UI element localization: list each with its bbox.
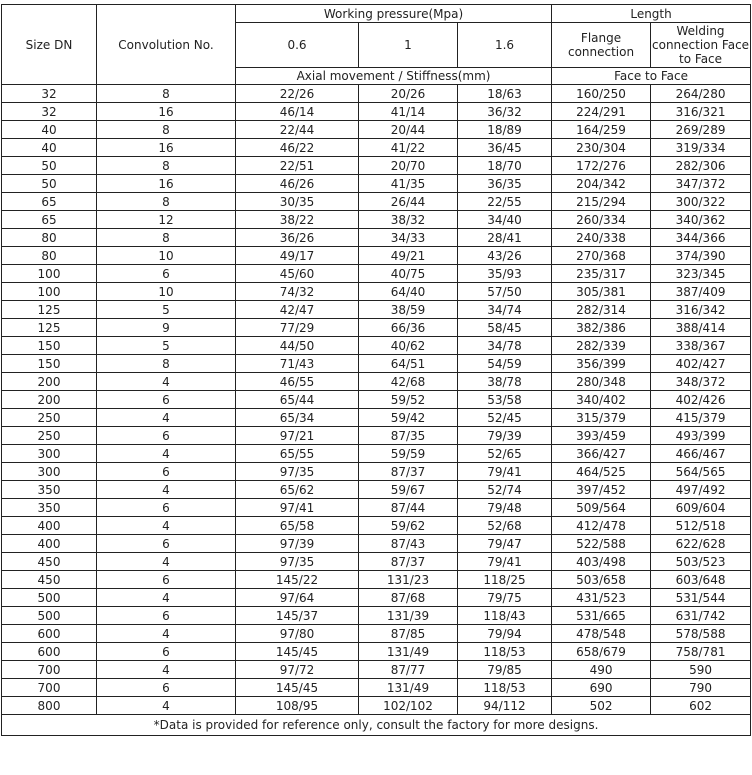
cell-convolution-no: 4: [97, 697, 236, 715]
cell-pressure-1-6: 38/78: [458, 373, 552, 391]
cell-pressure-0-6: 71/43: [236, 355, 359, 373]
cell-pressure-1: 41/22: [359, 139, 458, 157]
cell-welding-length: 347/372: [651, 175, 751, 193]
cell-size-dn: 600: [2, 625, 97, 643]
cell-pressure-0-6: 46/22: [236, 139, 359, 157]
cell-welding-length: 282/306: [651, 157, 751, 175]
cell-pressure-1-6: 52/65: [458, 445, 552, 463]
cell-convolution-no: 4: [97, 445, 236, 463]
cell-convolution-no: 5: [97, 337, 236, 355]
cell-convolution-no: 8: [97, 121, 236, 139]
cell-flange-length: 490: [552, 661, 651, 679]
cell-size-dn: 800: [2, 697, 97, 715]
cell-pressure-1: 131/23: [359, 571, 458, 589]
cell-welding-length: 622/628: [651, 535, 751, 553]
cell-pressure-1: 59/42: [359, 409, 458, 427]
cell-welding-length: 590: [651, 661, 751, 679]
table-row: [2, 679, 751, 697]
cell-pressure-0-6: 65/62: [236, 481, 359, 499]
table-row: [2, 247, 751, 265]
cell-welding-length: 631/742: [651, 607, 751, 625]
cell-pressure-1: 87/85: [359, 625, 458, 643]
cell-welding-length: 512/518: [651, 517, 751, 535]
cell-welding-length: 531/544: [651, 589, 751, 607]
cell-size-dn: 300: [2, 463, 97, 481]
cell-welding-length: 578/588: [651, 625, 751, 643]
cell-pressure-1-6: 118/43: [458, 607, 552, 625]
cell-size-dn: 100: [2, 283, 97, 301]
cell-size-dn: 250: [2, 427, 97, 445]
cell-pressure-0-6: 97/39: [236, 535, 359, 553]
table-row: [2, 391, 751, 409]
cell-welding-length: 388/414: [651, 319, 751, 337]
cell-size-dn: 350: [2, 481, 97, 499]
cell-pressure-1-6: 52/74: [458, 481, 552, 499]
cell-pressure-1: 131/49: [359, 643, 458, 661]
cell-pressure-0-6: 36/26: [236, 229, 359, 247]
header-flange-connection: Flange connection: [552, 23, 651, 68]
table-row: [2, 643, 751, 661]
table-row: [2, 319, 751, 337]
cell-flange-length: 403/498: [552, 553, 651, 571]
cell-pressure-0-6: 22/26: [236, 85, 359, 103]
cell-convolution-no: 6: [97, 499, 236, 517]
cell-size-dn: 100: [2, 265, 97, 283]
cell-welding-length: 300/322: [651, 193, 751, 211]
cell-convolution-no: 4: [97, 517, 236, 535]
cell-pressure-1-6: 118/53: [458, 679, 552, 697]
cell-flange-length: 464/525: [552, 463, 651, 481]
cell-pressure-0-6: 49/17: [236, 247, 359, 265]
table-row: [2, 517, 751, 535]
header-length: Length: [552, 5, 751, 23]
cell-flange-length: 224/291: [552, 103, 651, 121]
cell-pressure-0-6: 145/45: [236, 679, 359, 697]
cell-pressure-1-6: 22/55: [458, 193, 552, 211]
cell-size-dn: 32: [2, 103, 97, 121]
cell-flange-length: 690: [552, 679, 651, 697]
cell-size-dn: 600: [2, 643, 97, 661]
cell-welding-length: 602: [651, 697, 751, 715]
cell-pressure-1: 59/62: [359, 517, 458, 535]
cell-pressure-1-6: 18/70: [458, 157, 552, 175]
table-row: [2, 175, 751, 193]
table-row: [2, 337, 751, 355]
cell-pressure-1: 64/51: [359, 355, 458, 373]
header-size-dn: Size DN: [2, 5, 97, 85]
cell-flange-length: 531/665: [552, 607, 651, 625]
cell-convolution-no: 4: [97, 373, 236, 391]
cell-flange-length: 204/342: [552, 175, 651, 193]
cell-pressure-1-6: 43/26: [458, 247, 552, 265]
cell-size-dn: 400: [2, 535, 97, 553]
cell-size-dn: 40: [2, 121, 97, 139]
cell-pressure-1: 49/21: [359, 247, 458, 265]
cell-convolution-no: 12: [97, 211, 236, 229]
table-row: [2, 499, 751, 517]
cell-pressure-1: 87/35: [359, 427, 458, 445]
cell-convolution-no: 10: [97, 283, 236, 301]
cell-pressure-1-6: 18/89: [458, 121, 552, 139]
cell-flange-length: 282/339: [552, 337, 651, 355]
cell-welding-length: 387/409: [651, 283, 751, 301]
cell-size-dn: 50: [2, 157, 97, 175]
cell-pressure-0-6: 38/22: [236, 211, 359, 229]
cell-pressure-1-6: 28/41: [458, 229, 552, 247]
cell-pressure-0-6: 97/35: [236, 463, 359, 481]
cell-size-dn: 450: [2, 553, 97, 571]
cell-pressure-1: 38/32: [359, 211, 458, 229]
table-row: [2, 373, 751, 391]
header-working-pressure: Working pressure(Mpa): [236, 5, 552, 23]
cell-welding-length: 319/334: [651, 139, 751, 157]
cell-welding-length: 316/342: [651, 301, 751, 319]
cell-convolution-no: 8: [97, 355, 236, 373]
cell-convolution-no: 6: [97, 607, 236, 625]
cell-pressure-1: 42/68: [359, 373, 458, 391]
cell-welding-length: 493/399: [651, 427, 751, 445]
cell-pressure-1-6: 52/68: [458, 517, 552, 535]
cell-pressure-1: 66/36: [359, 319, 458, 337]
cell-pressure-1-6: 79/47: [458, 535, 552, 553]
cell-pressure-1: 20/70: [359, 157, 458, 175]
cell-pressure-1-6: 118/25: [458, 571, 552, 589]
cell-pressure-0-6: 97/41: [236, 499, 359, 517]
cell-convolution-no: 16: [97, 103, 236, 121]
cell-welding-length: 415/379: [651, 409, 751, 427]
cell-pressure-1-6: 118/53: [458, 643, 552, 661]
cell-pressure-0-6: 74/32: [236, 283, 359, 301]
cell-pressure-1: 131/49: [359, 679, 458, 697]
cell-flange-length: 502: [552, 697, 651, 715]
cell-size-dn: 65: [2, 193, 97, 211]
cell-pressure-1: 41/14: [359, 103, 458, 121]
cell-flange-length: 356/399: [552, 355, 651, 373]
cell-pressure-1-6: 18/63: [458, 85, 552, 103]
cell-pressure-1-6: 53/58: [458, 391, 552, 409]
cell-pressure-1: 59/52: [359, 391, 458, 409]
cell-flange-length: 240/338: [552, 229, 651, 247]
table-row: [2, 211, 751, 229]
cell-pressure-0-6: 65/44: [236, 391, 359, 409]
cell-convolution-no: 8: [97, 229, 236, 247]
cell-welding-length: 338/367: [651, 337, 751, 355]
cell-convolution-no: 5: [97, 301, 236, 319]
cell-flange-length: 215/294: [552, 193, 651, 211]
cell-pressure-1-6: 36/32: [458, 103, 552, 121]
table-row: [2, 571, 751, 589]
header-face-to-face: Face to Face: [552, 68, 751, 85]
cell-pressure-1-6: 34/78: [458, 337, 552, 355]
cell-welding-length: 402/426: [651, 391, 751, 409]
cell-pressure-0-6: 77/29: [236, 319, 359, 337]
cell-flange-length: 260/334: [552, 211, 651, 229]
cell-pressure-1-6: 79/41: [458, 463, 552, 481]
table-row: [2, 157, 751, 175]
cell-welding-length: 609/604: [651, 499, 751, 517]
table-row: [2, 409, 751, 427]
cell-pressure-1-6: 79/75: [458, 589, 552, 607]
specification-table: [1, 4, 751, 736]
cell-pressure-0-6: 97/21: [236, 427, 359, 445]
table-row: [2, 229, 751, 247]
cell-size-dn: 150: [2, 355, 97, 373]
cell-convolution-no: 8: [97, 193, 236, 211]
cell-pressure-1: 87/37: [359, 463, 458, 481]
header-welding-connection: Welding connection Face to Face: [652, 24, 750, 66]
cell-welding-length: 269/289: [651, 121, 751, 139]
cell-welding-length: 323/345: [651, 265, 751, 283]
table-row: [2, 85, 751, 103]
cell-convolution-no: 4: [97, 661, 236, 679]
cell-convolution-no: 16: [97, 175, 236, 193]
cell-welding-length: 466/467: [651, 445, 751, 463]
cell-flange-length: 230/304: [552, 139, 651, 157]
header-pressure-1: 1: [359, 23, 458, 68]
cell-pressure-0-6: 65/55: [236, 445, 359, 463]
table-row: [2, 553, 751, 571]
cell-welding-length: 758/781: [651, 643, 751, 661]
cell-pressure-0-6: 145/37: [236, 607, 359, 625]
table-row: [2, 697, 751, 715]
cell-pressure-0-6: 44/50: [236, 337, 359, 355]
cell-convolution-no: 4: [97, 481, 236, 499]
cell-flange-length: 478/548: [552, 625, 651, 643]
cell-pressure-1: 40/75: [359, 265, 458, 283]
table-row: [2, 121, 751, 139]
cell-welding-length: 497/492: [651, 481, 751, 499]
table-row: [2, 589, 751, 607]
cell-pressure-1: 59/67: [359, 481, 458, 499]
cell-flange-length: 397/452: [552, 481, 651, 499]
cell-size-dn: 500: [2, 607, 97, 625]
header-pressure-1-6: 1.6: [458, 23, 552, 68]
cell-flange-length: 522/588: [552, 535, 651, 553]
cell-pressure-1-6: 79/48: [458, 499, 552, 517]
cell-convolution-no: 4: [97, 409, 236, 427]
table-row: [2, 355, 751, 373]
cell-pressure-0-6: 22/51: [236, 157, 359, 175]
cell-size-dn: 700: [2, 661, 97, 679]
cell-pressure-0-6: 145/22: [236, 571, 359, 589]
cell-pressure-1: 34/33: [359, 229, 458, 247]
cell-flange-length: 393/459: [552, 427, 651, 445]
cell-convolution-no: 4: [97, 589, 236, 607]
table-row: [2, 283, 751, 301]
cell-pressure-0-6: 45/60: [236, 265, 359, 283]
cell-pressure-1-6: 79/94: [458, 625, 552, 643]
cell-pressure-0-6: 65/34: [236, 409, 359, 427]
cell-convolution-no: 4: [97, 625, 236, 643]
table-row: [2, 625, 751, 643]
header-axial-movement: Axial movement / Stiffness(mm): [236, 68, 552, 85]
cell-welding-length: 264/280: [651, 85, 751, 103]
cell-size-dn: 32: [2, 85, 97, 103]
table-row: [2, 193, 751, 211]
cell-pressure-1: 64/40: [359, 283, 458, 301]
cell-pressure-1: 20/44: [359, 121, 458, 139]
footnote-row: [2, 715, 751, 736]
cell-pressure-0-6: 30/35: [236, 193, 359, 211]
cell-pressure-0-6: 42/47: [236, 301, 359, 319]
cell-flange-length: 160/250: [552, 85, 651, 103]
cell-convolution-no: 8: [97, 157, 236, 175]
cell-pressure-0-6: 46/55: [236, 373, 359, 391]
cell-size-dn: 250: [2, 409, 97, 427]
cell-pressure-1-6: 79/39: [458, 427, 552, 445]
cell-welding-length: 564/565: [651, 463, 751, 481]
table-row: [2, 103, 751, 121]
cell-welding-length: 348/372: [651, 373, 751, 391]
cell-pressure-1: 41/35: [359, 175, 458, 193]
cell-size-dn: 350: [2, 499, 97, 517]
cell-size-dn: 80: [2, 247, 97, 265]
table-row: [2, 265, 751, 283]
cell-pressure-1-6: 36/45: [458, 139, 552, 157]
cell-pressure-1: 59/59: [359, 445, 458, 463]
cell-pressure-1: 87/77: [359, 661, 458, 679]
cell-pressure-1: 40/62: [359, 337, 458, 355]
cell-convolution-no: 4: [97, 553, 236, 571]
cell-convolution-no: 6: [97, 463, 236, 481]
cell-pressure-0-6: 97/80: [236, 625, 359, 643]
cell-flange-length: 509/564: [552, 499, 651, 517]
cell-flange-length: 431/523: [552, 589, 651, 607]
cell-size-dn: 700: [2, 679, 97, 697]
footnote: *Data is provided for reference only, consult the factory for more designs.: [2, 715, 751, 736]
cell-welding-length: 316/321: [651, 103, 751, 121]
cell-pressure-0-6: 22/44: [236, 121, 359, 139]
cell-flange-length: 235/317: [552, 265, 651, 283]
cell-flange-length: 503/658: [552, 571, 651, 589]
header-row-1: [2, 5, 751, 23]
cell-size-dn: 500: [2, 589, 97, 607]
cell-pressure-0-6: 46/14: [236, 103, 359, 121]
cell-pressure-1-6: 58/45: [458, 319, 552, 337]
cell-pressure-1: 131/39: [359, 607, 458, 625]
table-row: [2, 481, 751, 499]
cell-flange-length: 340/402: [552, 391, 651, 409]
cell-pressure-1-6: 79/85: [458, 661, 552, 679]
cell-pressure-1: 87/68: [359, 589, 458, 607]
cell-pressure-1-6: 36/35: [458, 175, 552, 193]
table-row: [2, 139, 751, 157]
cell-size-dn: 200: [2, 373, 97, 391]
cell-size-dn: 150: [2, 337, 97, 355]
cell-convolution-no: 6: [97, 643, 236, 661]
cell-convolution-no: 6: [97, 265, 236, 283]
cell-pressure-0-6: 108/95: [236, 697, 359, 715]
cell-convolution-no: 6: [97, 571, 236, 589]
cell-welding-length: 503/523: [651, 553, 751, 571]
table-body: [2, 85, 751, 715]
cell-pressure-0-6: 97/35: [236, 553, 359, 571]
cell-flange-length: 282/314: [552, 301, 651, 319]
cell-welding-length: 374/390: [651, 247, 751, 265]
cell-pressure-1: 87/44: [359, 499, 458, 517]
cell-size-dn: 300: [2, 445, 97, 463]
cell-pressure-1: 26/44: [359, 193, 458, 211]
cell-welding-length: 340/362: [651, 211, 751, 229]
cell-pressure-1-6: 35/93: [458, 265, 552, 283]
cell-pressure-1: 102/102: [359, 697, 458, 715]
cell-flange-length: 658/679: [552, 643, 651, 661]
cell-flange-length: 270/368: [552, 247, 651, 265]
cell-convolution-no: 10: [97, 247, 236, 265]
table-row: [2, 535, 751, 553]
cell-pressure-1: 87/43: [359, 535, 458, 553]
cell-flange-length: 382/386: [552, 319, 651, 337]
table-row: [2, 427, 751, 445]
header-pressure-0-6: 0.6: [236, 23, 359, 68]
table-row: [2, 463, 751, 481]
table-row: [2, 607, 751, 625]
cell-welding-length: 344/366: [651, 229, 751, 247]
cell-pressure-1-6: 52/45: [458, 409, 552, 427]
cell-size-dn: 50: [2, 175, 97, 193]
cell-size-dn: 450: [2, 571, 97, 589]
cell-convolution-no: 9: [97, 319, 236, 337]
cell-flange-length: 305/381: [552, 283, 651, 301]
cell-pressure-1-6: 57/50: [458, 283, 552, 301]
cell-convolution-no: 16: [97, 139, 236, 157]
cell-pressure-1: 87/37: [359, 553, 458, 571]
cell-convolution-no: 6: [97, 535, 236, 553]
cell-convolution-no: 6: [97, 427, 236, 445]
cell-pressure-0-6: 65/58: [236, 517, 359, 535]
cell-flange-length: 280/348: [552, 373, 651, 391]
cell-size-dn: 125: [2, 301, 97, 319]
cell-pressure-1-6: 34/74: [458, 301, 552, 319]
cell-pressure-0-6: 46/26: [236, 175, 359, 193]
cell-size-dn: 200: [2, 391, 97, 409]
cell-convolution-no: 6: [97, 679, 236, 697]
cell-size-dn: 125: [2, 319, 97, 337]
cell-pressure-1-6: 79/41: [458, 553, 552, 571]
cell-convolution-no: 6: [97, 391, 236, 409]
cell-flange-length: 164/259: [552, 121, 651, 139]
cell-size-dn: 40: [2, 139, 97, 157]
cell-welding-length: 402/427: [651, 355, 751, 373]
cell-pressure-1-6: 94/112: [458, 697, 552, 715]
cell-flange-length: 172/276: [552, 157, 651, 175]
header-convolution-no: Convolution No.: [97, 5, 236, 85]
cell-pressure-1: 20/26: [359, 85, 458, 103]
cell-flange-length: 366/427: [552, 445, 651, 463]
cell-size-dn: 80: [2, 229, 97, 247]
cell-pressure-0-6: 145/45: [236, 643, 359, 661]
table-row: [2, 661, 751, 679]
cell-welding-length: 790: [651, 679, 751, 697]
cell-convolution-no: 8: [97, 85, 236, 103]
cell-size-dn: 400: [2, 517, 97, 535]
cell-flange-length: 315/379: [552, 409, 651, 427]
cell-pressure-1-6: 34/40: [458, 211, 552, 229]
cell-flange-length: 412/478: [552, 517, 651, 535]
table-row: [2, 301, 751, 319]
cell-pressure-1: 38/59: [359, 301, 458, 319]
cell-pressure-0-6: 97/64: [236, 589, 359, 607]
cell-welding-length: 603/648: [651, 571, 751, 589]
table-row: [2, 445, 751, 463]
cell-pressure-0-6: 97/72: [236, 661, 359, 679]
cell-pressure-1-6: 54/59: [458, 355, 552, 373]
cell-size-dn: 65: [2, 211, 97, 229]
